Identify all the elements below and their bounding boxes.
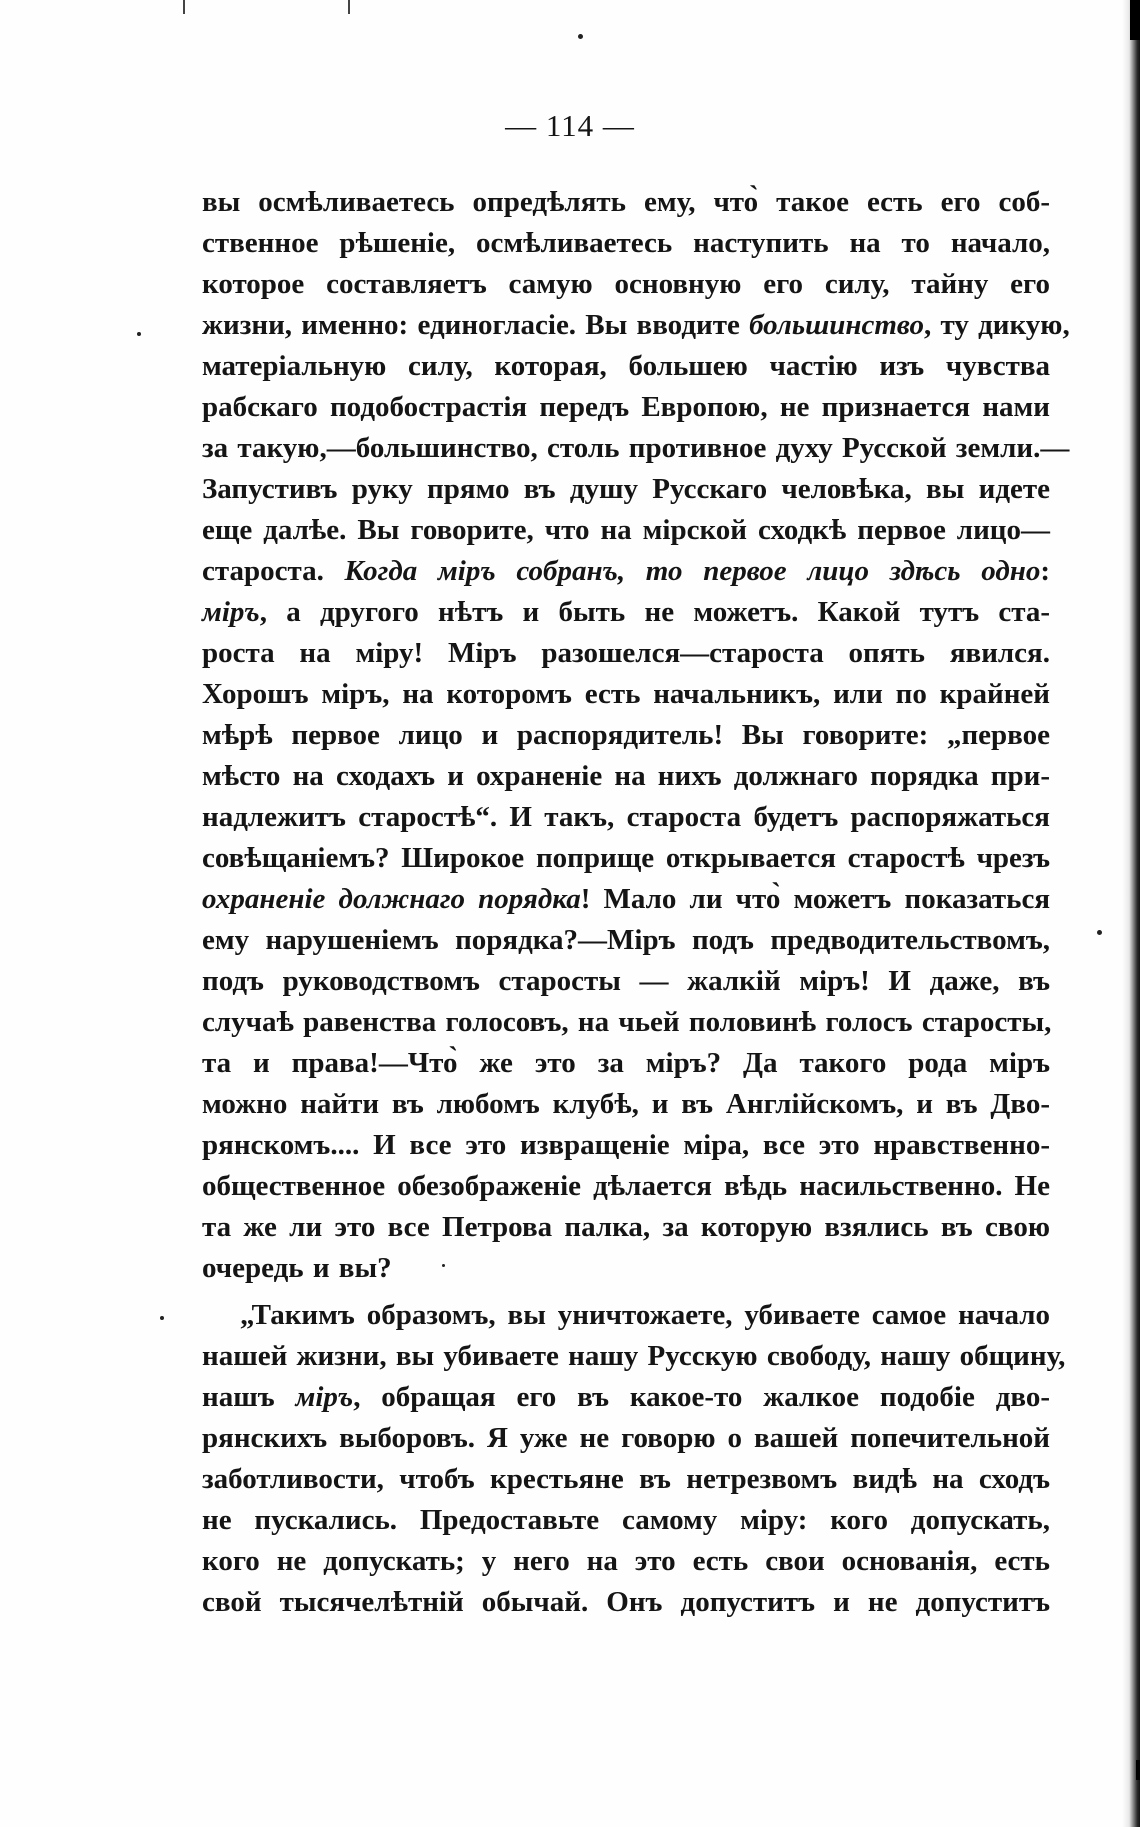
text-line — [202, 592, 1050, 633]
text-run: Запустивъ руку прямо въ душу Русскаго человѣка, вы идете — [202, 473, 1050, 505]
text-line — [202, 879, 1050, 920]
text-line — [202, 1541, 1050, 1582]
text-line — [202, 551, 1050, 592]
text-run: ! Мало ли что̀ можетъ показаться — [580, 883, 1051, 915]
text-line — [202, 1336, 1066, 1377]
text-line — [202, 182, 1050, 223]
scan-mark — [183, 0, 185, 14]
text-run: , а другого нѣтъ и быть не можетъ. Какой тутъ ста- — [259, 596, 1050, 628]
italic-phrase: Когда міръ собранъ, то первое лицо здѣсь одно — [344, 555, 1041, 587]
text-run: : — [1040, 555, 1050, 587]
text-line — [202, 920, 1050, 961]
text-run: общественное обезображеніе дѣлается вѣдь насильственно. Не — [202, 1170, 1050, 1202]
italic-phrase: міръ — [202, 596, 260, 628]
text-line — [202, 1418, 1050, 1459]
text-run: не пускались. Предоставьте самому міру: кого допускать, — [202, 1504, 1050, 1536]
scan-edge-shadow — [1122, 0, 1140, 1827]
page-number: — 114 — — [505, 108, 635, 143]
text-run: свой тысячелѣтній обычай. Онъ допуститъ и не допуститъ — [202, 1586, 1050, 1618]
text-run: матеріальную силу, которая, большею частію изъ чувства — [202, 350, 1050, 382]
text-run: еще далѣе. Вы говорите, что на мірской сходкѣ первое лицо— — [202, 514, 1050, 546]
text-run: Хорошъ міръ, на которомъ есть начальникъ, или по крайней — [202, 678, 1050, 710]
italic-phrase: охраненіе должнаго порядка — [202, 883, 581, 915]
text-run: совѣщаніемъ? Широкое поприще открывается старостѣ чрезъ — [202, 842, 1050, 874]
text-line — [202, 1002, 1050, 1043]
text-run: жизни, именно: единогласіе. Вы вводите — [202, 309, 750, 341]
text-run: ственное рѣшеніе, осмѣливаетесь наступить на то начало, — [202, 227, 1050, 259]
text-line — [202, 1166, 1050, 1207]
text-line — [202, 1248, 1050, 1289]
text-run: случаѣ равенства голосовъ, на чьей половинѣ голосъ старосты, — [202, 1006, 1052, 1038]
text-run: кого не допускать; у него на это есть свои основанія, есть — [202, 1545, 1050, 1577]
text-line — [202, 838, 1050, 879]
scan-speck — [578, 34, 583, 39]
text-line — [202, 961, 1050, 1002]
text-line — [202, 715, 1050, 756]
text-run: , ту дикую, — [924, 309, 1070, 341]
text-line — [202, 1582, 1050, 1623]
paragraph — [202, 1295, 1066, 1623]
text-run: староста. — [202, 555, 345, 587]
text-run: мѣсто на сходахъ и охраненіе на нихъ должнаго порядка при- — [202, 760, 1050, 792]
text-run: „Такимъ образомъ, вы уничтожаете, убиваете самое начало — [240, 1299, 1050, 1331]
italic-phrase: міръ — [295, 1381, 354, 1413]
text-run: роста на міру! Міръ разошелся—староста опять явился. — [202, 637, 1050, 669]
paragraph — [202, 182, 1070, 1289]
text-run: та и права!—Что̀ же это за міръ? Да такого рода міръ — [202, 1047, 1050, 1079]
text-line — [202, 1207, 1050, 1248]
italic-phrase: большинство — [749, 309, 924, 341]
body-text — [202, 182, 1070, 1623]
text-line — [202, 1084, 1050, 1125]
text-line — [202, 223, 1050, 264]
text-line — [202, 387, 1050, 428]
text-run: очередь и вы? — [202, 1252, 392, 1284]
text-line — [202, 1459, 1050, 1500]
text-line — [202, 756, 1050, 797]
text-run: можно найти въ любомъ клубѣ, и въ Англійскомъ, и въ Дво- — [202, 1088, 1050, 1120]
text-line — [202, 469, 1050, 510]
text-run: нашей жизни, вы убиваете нашу Русскую свободу, нашу общину, — [202, 1340, 1066, 1372]
text-run: рянскихъ выборовъ. Я уже не говорю о вашей попечительной — [202, 1422, 1050, 1454]
text-line — [202, 1125, 1050, 1166]
text-run: , обращая его въ какое-то жалкое подобіе дво- — [353, 1381, 1051, 1413]
text-run: мѣрѣ первое лицо и распорядитель! Вы говорите: „первое — [202, 719, 1050, 751]
text-line — [202, 633, 1050, 674]
text-run: заботливости, чтобъ крестьяне въ нетрезвомъ видѣ на сходъ — [202, 1463, 1050, 1495]
text-run: вы осмѣливаетесь опредѣлять ему, что̀ такое есть его соб- — [202, 186, 1050, 218]
text-line — [202, 1500, 1050, 1541]
scan-mark — [348, 0, 350, 14]
text-run: ему нарушеніемъ порядка?—Міръ подъ предводительствомъ, — [202, 924, 1050, 956]
text-line — [202, 428, 1070, 469]
text-line — [202, 1043, 1050, 1084]
text-run: рабскаго подобострастія передъ Европою, не признается нами — [202, 391, 1050, 423]
text-line — [202, 510, 1050, 551]
text-run: рянскомъ.... И все это извращеніе міра, все это нравственно- — [202, 1129, 1050, 1161]
text-run: нашъ — [202, 1381, 296, 1413]
text-line — [202, 346, 1050, 387]
text-run: надлежитъ старостѣ“. И такъ, староста будетъ распоряжаться — [202, 801, 1050, 833]
text-line — [202, 1377, 1050, 1418]
text-run: которое составляетъ самую основную его силу, тайну его — [202, 268, 1050, 300]
text-run: подъ руководствомъ старосты — жалкій міръ! И даже, въ — [202, 965, 1050, 997]
text-line — [202, 1295, 1050, 1336]
scan-speck — [137, 332, 141, 336]
scan-speck — [1097, 930, 1102, 935]
text-line — [202, 797, 1050, 838]
text-run: та же ли это все Петрова палка, за которую взялись въ свою — [202, 1211, 1050, 1243]
scan-speck — [160, 1316, 164, 1320]
text-line — [202, 305, 1070, 346]
text-run: за такую,—большинство, столь противное духу Русской земли.— — [202, 432, 1070, 464]
text-line — [202, 674, 1050, 715]
text-line — [202, 264, 1050, 305]
